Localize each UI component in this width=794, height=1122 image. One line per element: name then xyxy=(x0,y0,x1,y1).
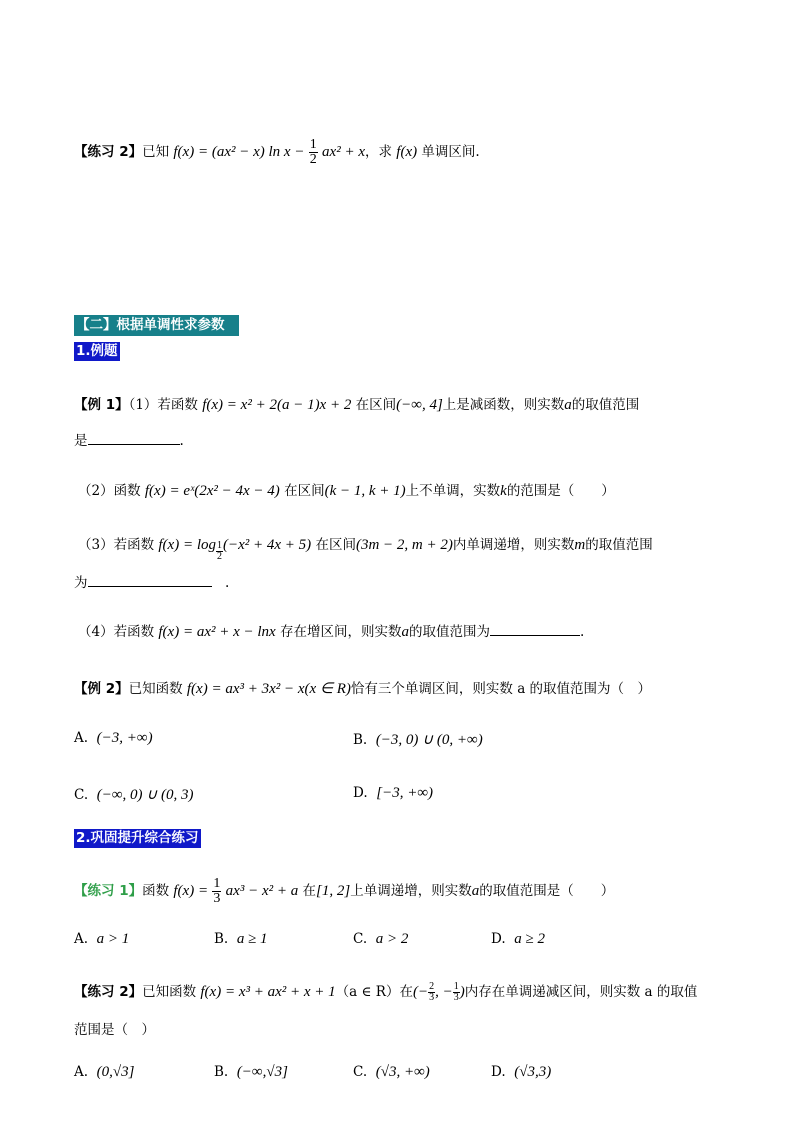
option-value: a ≥ 2 xyxy=(514,931,545,947)
option-value: a > 2 xyxy=(375,931,409,947)
formula: f(x) = x³ + ax² + x + 1 xyxy=(200,984,336,1000)
text: 的范围是（ ） xyxy=(506,483,615,499)
variable: a xyxy=(401,624,410,640)
option-key: C. xyxy=(353,1064,368,1080)
text: . xyxy=(225,575,230,591)
numerator: 1 xyxy=(213,876,221,891)
denominator: 3 xyxy=(213,891,221,906)
option-a xyxy=(74,730,153,747)
formula: ax³ − x² + a xyxy=(225,883,299,899)
example-2 xyxy=(74,677,651,698)
option-key: D. xyxy=(491,1064,506,1080)
practice-label: 【练习 2】 xyxy=(74,984,143,1000)
formula: (3m − 2, m + 2) xyxy=(355,537,453,553)
formula: f(x) xyxy=(396,144,418,160)
practice-2-bottom xyxy=(74,980,697,1003)
denominator: 2 xyxy=(217,551,222,562)
option-b xyxy=(214,1064,288,1081)
formula: f(x) = eˣ(2x² − 4x − 4) xyxy=(144,483,280,499)
text: 在 xyxy=(399,984,413,1000)
formula: [1, 2] xyxy=(316,883,351,899)
text: 的取值范围 xyxy=(585,537,653,553)
log-base-fraction xyxy=(216,541,223,562)
text: . xyxy=(580,624,585,640)
variable: k xyxy=(500,483,507,499)
formula: (k − 1, k + 1) xyxy=(324,483,406,499)
text: 的取值范围是（ ） xyxy=(479,883,615,899)
example-1-q3-cont xyxy=(74,571,229,591)
option-value: (√3, +∞) xyxy=(375,1064,430,1080)
text: （2）函数 xyxy=(78,483,141,499)
text: 上是减函数，则实数 xyxy=(442,397,565,413)
option-key: D. xyxy=(353,785,368,801)
section-heading-practice: 2.巩固提升综合练习 xyxy=(76,830,199,846)
formula: (−∞, 4] xyxy=(396,397,443,413)
option-value: (−3, 0) ∪ (0, +∞) xyxy=(375,732,483,748)
formula: f(x) = ax² + x − lnx xyxy=(158,624,276,640)
text: 在 xyxy=(302,883,317,899)
option-key: C. xyxy=(353,931,368,947)
text: 单调区间. xyxy=(421,144,480,160)
option-key: B. xyxy=(353,732,368,748)
example-1-q1-cont xyxy=(74,429,184,449)
numerator: 2 xyxy=(429,981,435,992)
denominator: 3 xyxy=(429,992,435,1003)
option-key: A. xyxy=(74,931,89,947)
fraction xyxy=(453,982,460,1003)
example-label: 【例 1】 xyxy=(74,397,129,413)
example-label: 【例 2】 xyxy=(74,681,129,697)
text: ，求 xyxy=(364,144,392,160)
numerator: 1 xyxy=(453,981,459,992)
text: 内存在单调递减区间，则实数 a 的取值 xyxy=(464,984,698,1000)
denominator: 2 xyxy=(309,152,317,167)
text: 已知 xyxy=(142,144,170,160)
text: 已知函数 xyxy=(142,984,197,1000)
answer-blank xyxy=(88,430,180,445)
formula: f(x) = (ax² − x) ln x − xyxy=(173,144,305,160)
numerator: 1 xyxy=(217,540,222,551)
option-c xyxy=(353,1064,430,1081)
option-b xyxy=(214,931,268,948)
variable: m xyxy=(574,537,586,553)
practice-2-bottom-cont xyxy=(74,1018,155,1038)
text: . xyxy=(179,433,184,449)
formula: f(x) = xyxy=(173,883,209,899)
text: 上单调递增，则实数 xyxy=(350,883,472,899)
fraction xyxy=(309,138,318,167)
formula: ) xyxy=(459,984,465,1000)
answer-blank xyxy=(490,621,580,636)
formula: (− xyxy=(412,984,429,1000)
text: 为 xyxy=(74,575,88,591)
option-key: B. xyxy=(214,931,229,947)
option-b xyxy=(353,730,483,749)
example-1-q3 xyxy=(78,533,653,562)
option-a xyxy=(74,1064,134,1081)
option-key: A. xyxy=(74,1064,89,1080)
text: 在区间 xyxy=(284,483,325,499)
text: 内单调递增，则实数 xyxy=(452,537,575,553)
text: 的取值范围 xyxy=(571,397,640,413)
formula: f(x) = x² + 2(a − 1)x + 2 xyxy=(202,397,352,413)
denominator: 3 xyxy=(453,992,459,1003)
text: 上不单调，实数 xyxy=(405,483,501,499)
practice-label: 【练习 1】 xyxy=(74,883,143,899)
option-value: (0,√3] xyxy=(96,1064,135,1080)
text: （1）若函数 xyxy=(128,397,198,413)
formula: , − xyxy=(435,984,453,1000)
variable: a xyxy=(471,883,480,899)
option-d xyxy=(353,785,433,802)
formula: ax² + x xyxy=(322,144,365,160)
text: 存在增区间，则实数 xyxy=(280,624,402,640)
option-value: [−3, +∞) xyxy=(376,785,434,801)
option-a xyxy=(74,931,129,948)
text: 范围是（ ） xyxy=(74,1022,155,1038)
text: 是 xyxy=(74,433,88,449)
text: 函数 xyxy=(142,883,170,899)
text: （4）若函数 xyxy=(78,624,155,640)
option-c xyxy=(353,931,408,948)
text: （a ∈ R） xyxy=(335,984,400,1000)
option-c xyxy=(74,785,194,804)
option-key: D. xyxy=(491,931,506,947)
section-banner: 【二】根据单调性求参数 xyxy=(74,315,239,336)
text: 的取值范围为 xyxy=(409,624,491,640)
fraction xyxy=(212,877,221,906)
option-key: A. xyxy=(74,730,89,746)
option-value: a ≥ 1 xyxy=(236,931,268,947)
practice-label: 【练习 2】 xyxy=(74,144,143,160)
text: 在区间 xyxy=(315,537,356,553)
formula: (−x² + 4x + 5) xyxy=(223,537,312,553)
option-value: (−∞, 0) ∪ (0, 3) xyxy=(96,787,194,803)
text: （3）若函数 xyxy=(78,537,155,553)
example-1-q1 xyxy=(74,393,639,414)
example-1-q4 xyxy=(78,620,584,641)
variable: a xyxy=(564,397,572,413)
text: 恰有三个单调区间，则实数 a 的取值范围为（ ） xyxy=(350,681,652,697)
option-key: C. xyxy=(74,787,89,803)
option-value: (√3,3) xyxy=(514,1064,552,1080)
practice-2-top xyxy=(74,138,480,167)
formula: f(x) = log xyxy=(158,537,216,553)
option-d xyxy=(491,931,545,948)
section-heading-examples: 1.例题 xyxy=(76,343,118,359)
example-1-q2 xyxy=(78,479,615,500)
option-value: (−∞,√3] xyxy=(236,1064,288,1080)
text: 已知函数 xyxy=(128,681,183,697)
formula: f(x) = ax³ + 3x² − x(x ∈ R) xyxy=(186,681,351,697)
option-value: a > 1 xyxy=(96,931,130,947)
text: 在区间 xyxy=(355,397,397,413)
numerator: 1 xyxy=(309,137,317,152)
answer-blank xyxy=(88,572,212,587)
option-value: (−3, +∞) xyxy=(96,730,153,746)
practice-1 xyxy=(74,877,614,906)
option-key: B. xyxy=(214,1064,229,1080)
option-d xyxy=(491,1064,551,1081)
